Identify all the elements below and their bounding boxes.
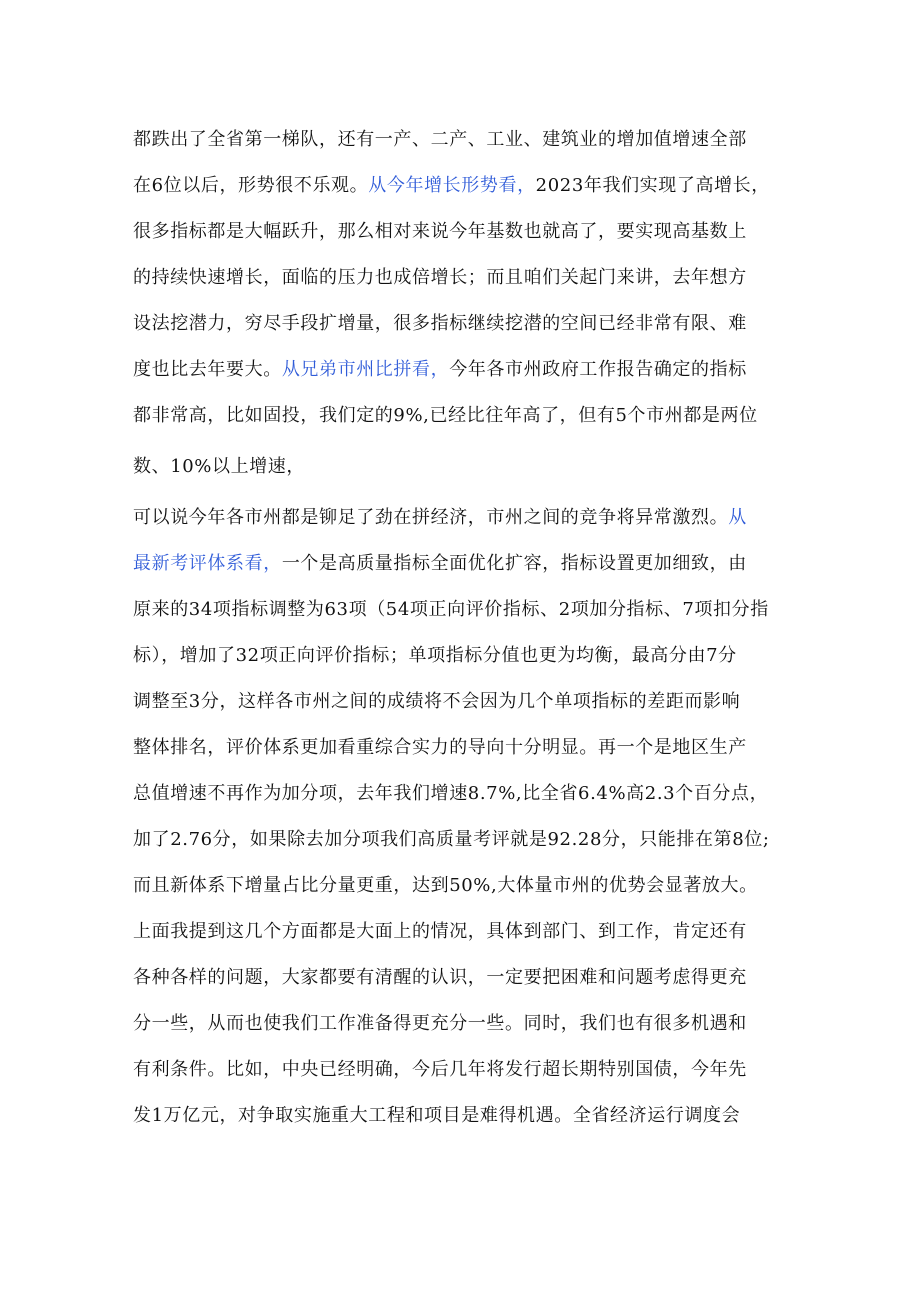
- text-line: [133, 209, 803, 255]
- text-line: [133, 909, 803, 955]
- text-line: [133, 301, 803, 347]
- text-segment: 很多指标都是大幅跃升，那么相对来说今年基数也就高了，要实现高基数上: [133, 221, 747, 242]
- text-segment: 度也比去年要大。: [133, 359, 282, 380]
- text-segment: 的持续快速增长，面临的压力也成倍增长；而且咱们关起门来讲，去年想方: [133, 267, 747, 288]
- text-segment: 在6位以后，形势很不乐观。: [133, 175, 369, 196]
- highlighted-phrase: 从今年增长形势看，: [368, 175, 536, 196]
- text-segment: 调整至3分，这样各市州之间的成绩将不会因为几个单项指标的差距而影响: [133, 691, 741, 712]
- text-line: [133, 955, 803, 1001]
- text-segment: 2023年我们实现了高增长，: [535, 175, 770, 196]
- text-segment: 设法挖潜力，穷尽手段扩增量，很多指标继续挖潜的空间已经非常有限、难: [133, 313, 747, 334]
- text-line: [133, 255, 803, 301]
- text-line: [133, 347, 803, 393]
- text-segment: 今年各市州政府工作报告确定的指标: [449, 359, 747, 380]
- text-segment: 整体排名，评价体系更加看重综合实力的导向十分明显。再一个是地区生产: [133, 737, 747, 758]
- text-line: [133, 163, 803, 209]
- text-segment: 都跌出了全省第一梯队，还有一产、二产、工业、建筑业的增加值增速全部: [133, 129, 747, 150]
- text-line: [133, 117, 803, 163]
- text-segment: 都非常高，比如固投，我们定的9%,已经比往年高了，但有5个市州都是两位: [133, 405, 758, 426]
- text-line: [133, 633, 803, 679]
- text-segment: 总值增速不再作为加分项，去年我们增速8.7%,比全省6.4%高2.3个百分点，: [133, 783, 769, 804]
- text-segment: 有利条件。比如，中央已经明确，今后几年将发行超长期特别国债，今年先: [133, 1059, 747, 1080]
- text-segment: 各种各样的问题，大家都要有清醒的认识，一定要把困难和问题考虑得更充: [133, 967, 747, 988]
- text-segment: 一个是高质量指标全面优化扩容，指标设置更加细致，由: [281, 553, 747, 574]
- text-line: [133, 587, 803, 633]
- text-line: [133, 817, 803, 863]
- text-line: [133, 495, 803, 541]
- text-line: [133, 393, 803, 439]
- document-body: [133, 117, 803, 1139]
- text-segment: 数、10%以上增速，: [133, 456, 306, 477]
- text-line: [133, 439, 803, 495]
- highlighted-phrase: 最新考评体系看，: [133, 553, 282, 574]
- text-line: [133, 771, 803, 817]
- text-segment: 上面我提到这几个方面都是大面上的情况，具体到部门、到工作，肯定还有: [133, 921, 747, 942]
- text-line: [133, 725, 803, 771]
- text-line: [133, 1093, 803, 1139]
- text-segment: 发1万亿元，对争取实施重大工程和项目是难得机遇。全省经济运行调度会: [133, 1105, 741, 1126]
- text-segment: 而且新体系下增量占比分量更重，达到50%,大体量市州的优势会显著放大。: [133, 875, 758, 896]
- text-line: [133, 679, 803, 725]
- highlighted-phrase: 从兄弟市州比拼看，: [281, 359, 450, 380]
- text-segment: 可以说今年各市州都是铆足了劲在拼经济，市州之间的竞争将异常激烈。: [133, 507, 729, 528]
- text-segment: 标），增加了32项正向评价指标；单项指标分值也更为均衡，最高分由7分: [133, 645, 737, 666]
- text-segment: 原来的34项指标调整为63项（54项正向评价指标、2项加分指标、7项扣分指: [133, 599, 769, 620]
- text-line: [133, 1001, 803, 1047]
- highlighted-phrase: 从: [728, 507, 747, 528]
- text-segment: 分一些，从而也使我们工作准备得更充分一些。同时，我们也有很多机遇和: [133, 1013, 747, 1034]
- text-line: [133, 541, 803, 587]
- text-line: [133, 1047, 803, 1093]
- text-segment: 加了2.76分，如果除去加分项我们高质量考评就是92.28分，只能排在第8位;: [133, 829, 770, 850]
- text-line: [133, 863, 803, 909]
